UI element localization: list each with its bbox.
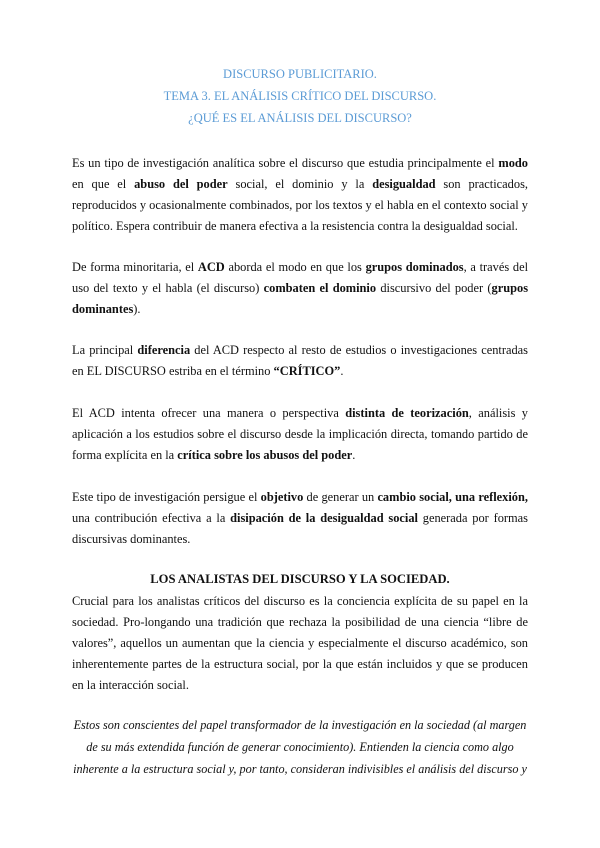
bold-term: ACD	[197, 260, 225, 274]
paragraph-objective: Este tipo de investigación persigue el objetivo de generar un cambio social, una reflexión, una contribución efectiva a la disipación de la desigualdad social generada por formas discursivas dominantes.	[72, 490, 528, 546]
bold-term: grupos dominados	[365, 260, 464, 274]
bold-term: distinta de teorización	[345, 406, 469, 420]
doc-header-line-1: DISCURSO PUBLICITARIO.	[223, 67, 377, 81]
section-title: LOS ANALISTAS DEL DISCURSO Y LA SOCIEDAD.	[150, 572, 450, 586]
bold-term: disipación de la desigualdad social	[230, 511, 418, 525]
paragraph-perspective: El ACD intenta ofrecer una manera o perspectiva distinta de teorización, análisis y aplicación a los estudios sobre el discurso desde la implicación directa, tomando partido de forma explícita en la crítica sobre los abusos del poder.	[72, 406, 528, 462]
paragraph-analysts: Crucial para los analistas críticos del discurso es la conciencia explícita de su papel en la sociedad. Pro-longando una tradición que rechaza la posibilidad de una ciencia “libre de valores”, aquellos un aumentan que la ciencia y especialmente el discurso académico, son inherentemente partes de la estructura social, por la que están incluidos y que se producen en la interacción social.	[72, 594, 528, 692]
paragraph-definition: Es un tipo de investigación analítica sobre el discurso que estudia principalmente el modo en que el abuso del poder social, el dominio y la desigualdad son practicados, reproducidos y ocasionalmente combinados, por los textos y el habla en el contexto social y político. Espera contribuir de manera efectiva a la resistencia contra la desigualdad social.	[72, 156, 528, 233]
quote-line-1: Estos son conscientes del papel transformador de la investigación en la sociedad (al margen	[73, 718, 527, 732]
doc-header-line-2: TEMA 3. EL ANÁLISIS CRÍTICO DEL DISCURSO.	[163, 89, 437, 103]
bold-term: diferencia	[137, 343, 191, 357]
paragraph-minority: De forma minoritaria, el ACD aborda el modo en que los grupos dominados, a través del uso del texto y el habla (el discurso) combaten el dominio discursivo del poder (grupos dominantes).	[72, 260, 529, 316]
bold-term: “CRÍTICO”	[273, 364, 341, 378]
bold-term: cambio social, una reflexión,	[377, 490, 528, 504]
bold-term: modo	[498, 156, 528, 170]
quote-line-2: de su más extendida función de generar conocimiento). Entienden la ciencia como algo	[86, 740, 514, 754]
bold-term: combaten el dominio	[263, 281, 377, 295]
bold-term: grupos dominantes	[72, 281, 529, 316]
paragraph-difference: La principal diferencia del ACD respecto al resto de estudios o investigaciones centradas en EL DISCURSO estriba en el término “CRÍTICO”.	[72, 343, 528, 378]
bold-term: objetivo	[260, 490, 304, 504]
quote-line-3: inherente a la estructura social y, por tanto, consideran indivisibles el análisis del discurso y	[73, 762, 527, 776]
bold-term: abuso del poder	[134, 177, 228, 191]
bold-term: crítica sobre los abusos del poder	[177, 448, 353, 462]
doc-header-line-3: ¿QUÉ ES EL ANÁLISIS DEL DISCURSO?	[188, 111, 412, 125]
bold-term: desigualdad	[372, 177, 436, 191]
